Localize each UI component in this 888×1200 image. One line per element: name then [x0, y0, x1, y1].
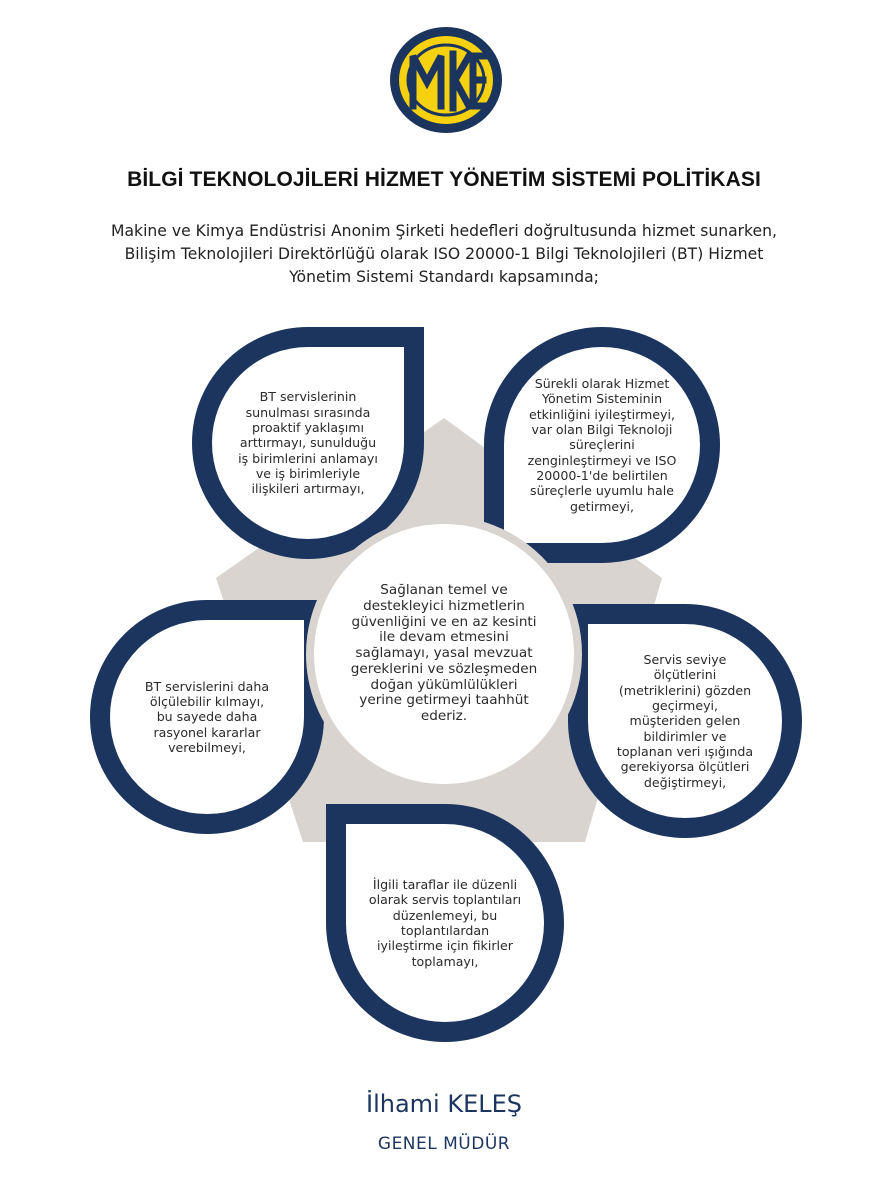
policy-item-left	[90, 600, 324, 834]
center-text-line: yerine getirmeyi taahhüt	[359, 692, 529, 709]
center-text-line: ile devam etmesini	[379, 629, 509, 646]
item-text-line: ilişkileri artırmayı,	[251, 481, 365, 497]
item-text-line: müşteriden gelen	[629, 713, 741, 729]
center-text-line: güvenliğini ve en az kesinti	[351, 613, 537, 630]
center-text-line: doğan yükümlülükleri	[370, 676, 518, 693]
item-text-line: toplantılardan	[400, 923, 490, 938]
policy-item-top-right	[484, 327, 720, 563]
item-text-line: getirmeyi,	[569, 498, 635, 514]
item-text-line: Sürekli olarak Hizmet	[534, 376, 670, 392]
item-text-line: düzenlemeyi, bu	[392, 907, 498, 923]
item-text-line: zenginleştirmeyi ve ISO	[527, 452, 677, 468]
item-text-line: ölçütlerini	[653, 667, 717, 683]
item-text-line: gerekiyorsa ölçütleri	[620, 759, 750, 775]
center-text-line: gereklerini ve sözleşmeden	[350, 660, 538, 677]
item-text-line: toplanan veri ışığında	[616, 743, 754, 759]
item-text-line: değiştirmeyi,	[643, 774, 727, 790]
item-text-line: bu sayede daha	[156, 709, 258, 725]
intro-line: Yönetim Sistemi Standardı kapsamında;	[289, 268, 599, 286]
item-text-line: etkinliğini iyileştirmeyi,	[528, 406, 676, 422]
item-text-line: süreçlerle uyumlu hale	[530, 483, 674, 499]
item-text-line: sunulması sırasında	[245, 404, 371, 420]
center-text-line: ederiz.	[420, 708, 468, 725]
intro-line: Bilişim Teknolojileri Direktörlüğü olarak ISO 20000-1 Bilgi Teknolojileri (BT) Hizmet	[124, 245, 764, 263]
item-text-line: Yönetim Sisteminin	[541, 391, 663, 407]
center-text-line: destekleyici hizmetlerin	[363, 597, 525, 614]
center-text-line: Sağlanan temel ve	[380, 581, 508, 598]
intro-line: Makine ve Kimya Endüstrisi Anonim Şirketi hedefleri doğrultusunda hizmet sunarken,	[111, 222, 777, 240]
item-text-line: bildirimler ve	[643, 728, 727, 744]
center-text-line: sağlamayı, yasal mevzuat	[355, 645, 533, 662]
item-text-line: iyileştirme için fikirler	[377, 938, 513, 954]
policy-item-bottom	[326, 804, 564, 1042]
signer-name: İlhami KELEŞ	[365, 1090, 522, 1118]
signer-title: GENEL MÜDÜR	[377, 1134, 511, 1154]
item-text-line: proaktif yaklaşımı	[251, 420, 364, 436]
item-text-line: var olan Bilgi Teknoloji	[531, 422, 673, 438]
item-text-line: İlgili taraflar ile düzenli	[372, 877, 518, 893]
item-text-line: süreçlerini	[569, 437, 635, 453]
item-text-line: verebilmeyi,	[168, 739, 246, 755]
item-text-line: (metriklerini) gözden	[618, 682, 752, 698]
policy-center-statement	[306, 516, 582, 792]
item-text-line: ölçülebilir kılmayı,	[149, 694, 265, 710]
item-text-line: BT servislerini daha	[144, 678, 270, 694]
page-title: BİLGİ TEKNOLOJİLERİ HİZMET YÖNETİM SİSTEMİ POLİTİKASI	[127, 168, 761, 191]
policy-item-top-left	[192, 327, 424, 559]
item-text-line: ve iş birimleriyle	[255, 465, 361, 481]
item-text-line: arttırmayı, sunulduğu	[239, 435, 377, 451]
item-text-line: olarak servis toplantıları	[368, 892, 522, 908]
item-text-line: BT servislerinin	[259, 389, 357, 405]
item-text-line: iş birimlerini anlamayı	[238, 450, 378, 466]
item-text-line: geçirmeyi,	[651, 698, 719, 714]
policy-item-right	[568, 604, 802, 838]
item-text-line: Servis seviye	[643, 652, 727, 668]
item-text-line: rasyonel kararlar	[153, 724, 261, 740]
item-text-line: toplamayı,	[411, 953, 479, 969]
item-text-line: 20000-1'de belirtilen	[536, 467, 668, 483]
